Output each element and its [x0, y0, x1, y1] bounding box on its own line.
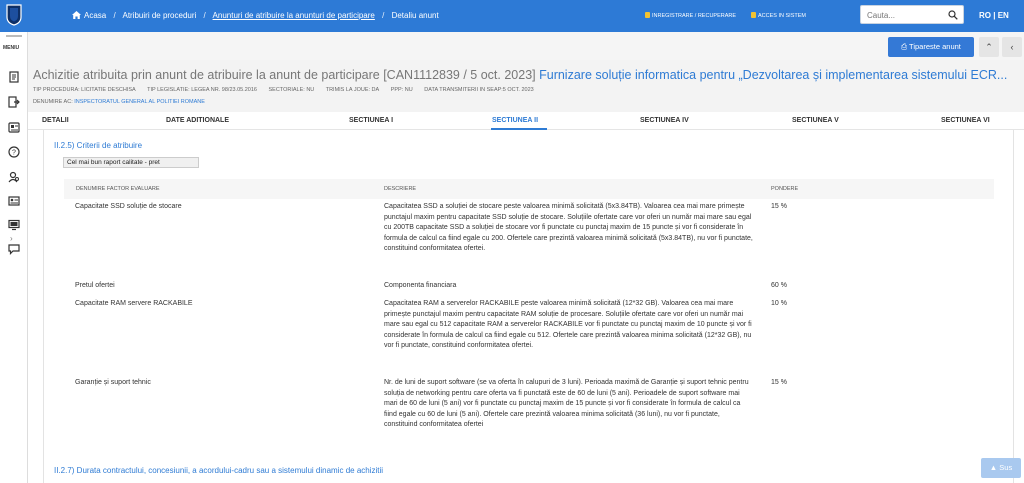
language-switcher — [979, 11, 1009, 20]
row-2-descriere: Componenta financiara — [384, 282, 457, 289]
tab-sectiunea-iv[interactable]: SECTIUNEA IV — [640, 117, 689, 124]
procedures-icon[interactable] — [8, 121, 20, 133]
arrow-up-icon: ▲ — [989, 463, 1000, 472]
row-1-pondere: 15 % — [771, 203, 787, 210]
register-link[interactable] — [645, 12, 736, 19]
tab-date-aditionale[interactable]: DATE ADITIONALE — [166, 117, 229, 124]
page-title — [33, 68, 1023, 82]
export-icon[interactable] — [8, 96, 20, 108]
meta-ppp: PPP: NU — [390, 87, 413, 93]
tab-sectiunea-v[interactable]: SECTIUNEA V — [792, 117, 839, 124]
meta-trimis-joue: TRIMIS LA JOUE: DA — [325, 87, 380, 93]
id-card-icon[interactable] — [8, 195, 20, 207]
notice-meta — [33, 87, 544, 93]
header-descriere: DESCRIERE — [384, 186, 417, 192]
breadcrumb-anunturi[interactable]: Anunturi de atribuire la anunturi de participare — [212, 11, 375, 20]
action-toolbar — [28, 32, 1024, 60]
breadcrumb — [72, 11, 444, 20]
search-icon[interactable] — [948, 10, 958, 20]
lang-en[interactable]: EN — [997, 11, 1009, 20]
chevron-up-icon: ⌃ — [985, 42, 993, 52]
tab-detalii[interactable]: DETALII — [42, 117, 69, 124]
scroll-top-label: Sus — [999, 463, 1013, 472]
denumire-value[interactable]: INSPECTORATUL GENERAL AL POLITIEI ROMANE — [74, 99, 205, 105]
denumire-label: DENUMIRE AC: — [33, 99, 73, 105]
row-3-descriere: Capacitatea RAM a serverelor RACKABILE peste valoarea minimă solicitată (12*32 GB). Valoarea cea mai mare primește punctajul maxim pentru capacitate RAM soluție de procesare. Soluțiile ofertate care vor oferi un număr mai mare sau egal cu 512 capacitate RAM a serverelor RACKABILE vor fi punctate cu punctaj maxim de 10 puncte și vor fi considerate în formula de calcul ca fiind egale cu 512. Ofertele care prezintă valoarea minima solicitată (12*32 GB), nu vor fi punctate, constituind conformitatea ofertei. — [384, 300, 752, 350]
help-icon[interactable] — [8, 146, 20, 158]
breadcrumb-home[interactable]: Acasa — [84, 11, 107, 20]
tab-sectiunea-i[interactable]: SECTIUNEA I — [349, 117, 394, 124]
lang-separator: | — [993, 11, 996, 20]
user-search-icon[interactable] — [8, 171, 20, 183]
svg-text:?: ? — [12, 149, 16, 157]
sidebar-expand-icon[interactable]: › — [10, 234, 13, 243]
monitor-icon[interactable] — [8, 219, 20, 231]
row-4-pondere: 15 % — [771, 379, 787, 386]
lock-icon — [751, 12, 756, 18]
row-4-descriere: Nr. de luni de suport software (se va oferta în calupuri de 3 luni). Perioada maximă de Garanție și suport tehnic pentru soluția de networking pentru care oferta va fi punctată este de 60 de luni (5 ani). Perioadele de suport software mai mari de 60 de luni (5 ani) vor fi punctate cu punctaj maxim de 15 puncte și vor fi considerate în formula de calcul ca fiind egale cu 60 de luni (5 ani). Ofertele care prezintă valoarea minima solicitată (36 luni), nu vor fi punctate, constituind conformitatea ofertei — [384, 379, 749, 429]
criteriu-atribuire-value: Cel mai bun raport calitate - pret — [63, 157, 199, 168]
register-label: INREGISTRARE / RECUPERARE — [652, 13, 737, 19]
row-1-factor: Capacitate SSD soluție de stocare — [75, 203, 182, 210]
menu-label[interactable]: MENIU — [3, 45, 20, 51]
lock-icon — [645, 12, 650, 18]
print-label: Tipareste anunt — [909, 42, 961, 51]
home-icon — [72, 11, 81, 19]
meta-data-transmiterii: DATA TRANSMITERII IN SEAP:5 OCT. 2023 — [424, 87, 534, 93]
row-2-factor: Pretul ofertei — [75, 282, 115, 289]
breadcrumb-separator: / — [113, 11, 116, 20]
breadcrumb-current: Detaliu anunt — [391, 11, 439, 20]
logo-shield-icon[interactable] — [6, 4, 22, 26]
chat-icon[interactable] — [8, 243, 20, 255]
section-criterii-title: II.2.5) Criterii de atribuire — [54, 141, 143, 150]
row-4-factor: Garanție și suport tehnic — [75, 379, 151, 386]
section-durata-title: II.2.7) Durata contractului, concesiunii, a acordului-cadru sau a sistemului dinamic de achizitii — [54, 466, 384, 475]
breadcrumb-separator: / — [382, 11, 385, 20]
collapse-up-button[interactable] — [979, 37, 999, 57]
lang-ro[interactable]: RO — [979, 11, 991, 20]
meta-tip-legislatie: TIP LEGISLATIE: LEGEA NR. 98/23.05.2016 — [147, 87, 257, 93]
print-button[interactable] — [888, 37, 974, 57]
chevron-left-icon: ‹ — [1010, 42, 1014, 52]
collapse-left-button[interactable] — [1002, 37, 1022, 57]
tab-sectiunea-vi[interactable]: SECTIUNEA VI — [941, 117, 990, 124]
row-3-factor: Capacitate RAM servere RACKABILE — [75, 300, 193, 307]
print-icon: ⎙ — [901, 42, 910, 51]
row-3-pondere: 10 % — [771, 300, 787, 307]
search-input[interactable] — [867, 9, 947, 21]
meta-sectoriale: SECTORIALE: NU — [268, 87, 315, 93]
contracting-authority — [33, 99, 205, 105]
search-box — [860, 5, 964, 24]
header-factor: DENUMIRE FACTOR EVALUARE — [76, 186, 160, 192]
title-type: Achizitie atribuita prin anunt de atribuire la anunt de participare [CAN1112839 / 5 oct. 2023] — [33, 68, 536, 82]
row-1-descriere: Capacitatea SSD a soluției de stocare peste valoarea minimă solicitată (5x3.84TB). Valoarea cea mai mare primește punctajul maxim pentru capacitate SSD soluție de stocare. Soluțiile ofertate care vor oferi un număr mai mare sau egal cu 200TB capacitate SSD a soluției de stocare vor fi punctate cu punctaj maxim de 15 puncte și vor fi considerate în formula de calcul ca fiind egale cu 200. Ofertele care prezintă valoarea minimă solicitată (5x3.84TB), nu vor fi punctate, constituind conformitatea ofertei. — [384, 203, 753, 253]
login-label: ACCES IN SISTEM — [758, 13, 806, 19]
menu-handle[interactable] — [6, 35, 22, 37]
title-object: Furnizare soluție informatica pentru „Dezvoltarea și implementarea sistemului ECR... — [539, 68, 1008, 82]
tab-sectiunea-ii[interactable]: SECTIUNEA II — [492, 117, 539, 124]
header-pondere: PONDERE — [771, 186, 799, 192]
breadcrumb-atribuiri[interactable]: Atribuiri de proceduri — [122, 11, 197, 20]
notice-icon[interactable] — [8, 71, 20, 83]
login-link[interactable] — [751, 12, 806, 19]
breadcrumb-separator: / — [203, 11, 206, 20]
table-header — [64, 179, 994, 199]
scroll-top-button[interactable] — [981, 458, 1021, 478]
row-2-pondere: 60 % — [771, 282, 787, 289]
meta-tip-procedura: TIP PROCEDURA: LICITATIE DESCHISA — [33, 87, 136, 93]
